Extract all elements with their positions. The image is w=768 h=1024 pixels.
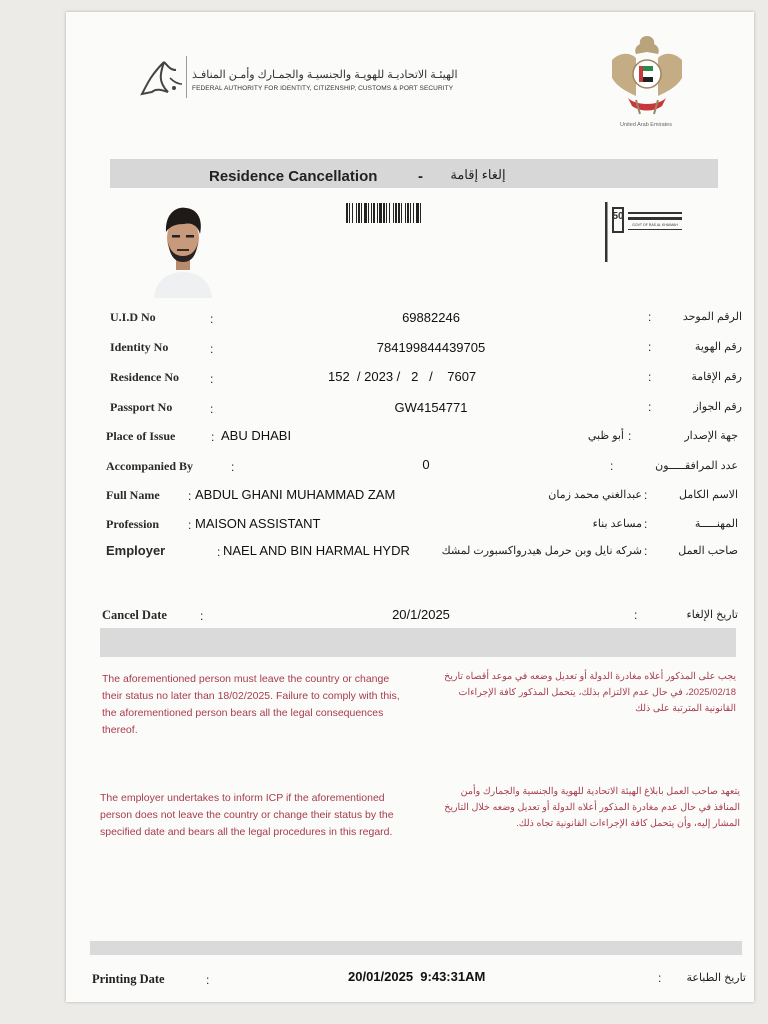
cancel-date-label: Cancel Date <box>102 608 167 622</box>
fullname-colon: : <box>188 489 192 503</box>
barcode-bar <box>416 203 419 223</box>
barcode-bar <box>383 203 385 223</box>
barcode-bar <box>410 203 411 223</box>
accompanied-label-arabic: عدد المرافقـــــون <box>655 460 738 472</box>
residence-label: Residence No <box>110 370 179 384</box>
emblem-caption: United Arab Emirates <box>620 122 672 128</box>
profession-colon: : <box>188 518 192 532</box>
barcode-bar <box>356 203 357 223</box>
fullname-label-arabic: الاسم الكامل <box>679 489 738 501</box>
passport-label: Passport No <box>110 400 173 414</box>
cancel-date-colon-ar: : <box>634 608 638 622</box>
residence-colon-ar: : <box>648 370 652 384</box>
barcode-bar <box>377 203 378 223</box>
issue-value-arabic: أبو ظبي <box>587 430 624 442</box>
uid-label-arabic: الرقم الموحد <box>682 311 742 323</box>
employer-value: NAEL AND BIN HARMAL HYDR <box>223 543 410 558</box>
barcode-bar <box>346 203 348 223</box>
fullname-value: ABDUL GHANI MUHAMMAD ZAM <box>195 487 396 502</box>
uid-colon: : <box>210 312 214 326</box>
passport-label-arabic: رقم الجواز <box>693 401 742 413</box>
profession-colon-ar: : <box>644 517 648 531</box>
stamp-text: GOVT OF RAS AL KHAIMAH <box>632 223 678 227</box>
barcode-bar <box>393 203 394 223</box>
uid-colon-ar: : <box>648 310 652 324</box>
stamp-box <box>604 200 704 264</box>
passport-value: GW4154771 <box>394 400 468 415</box>
printing-date-label-arabic: تاريخ الطباعة <box>686 972 746 984</box>
identity-value: 784199844439705 <box>376 340 486 355</box>
employer-value-arabic: شركه نايل وبن حرمل هيدرواكسبورت لمشك <box>441 545 642 557</box>
notice-employer-english: The employer undertakes to inform ICP if the aforementioned person does not leave the country or change their status by the specified date and bears all the legal procedures in this regard. <box>100 792 394 838</box>
footer-bar <box>90 941 742 955</box>
barcode-bar <box>349 203 350 223</box>
issue-value: ABU DHABI <box>221 428 292 443</box>
notice-leave-arabic: يجب على المذكور أعلاه مغادرة الدولة أو تعديل وضعه في موعد أقصاه تاريخ 2025/02/18، في حال عدم الالتزام بذلك، يتحمل المذكور كافة الإجراءات القانونية المترتبة على ذلك <box>444 671 736 714</box>
barcode-bar <box>413 203 414 223</box>
issue-label: Place of Issue <box>106 429 176 443</box>
residence-colon: : <box>210 372 214 386</box>
profession-label-arabic: المهنـــــة <box>694 518 738 530</box>
barcode-bar <box>395 203 397 223</box>
title-separator: - <box>418 168 423 185</box>
employer-label-arabic: صاحب العمل <box>678 545 738 557</box>
accompanied-colon-ar: : <box>610 459 614 473</box>
document-title: Residence Cancellation <box>209 168 378 185</box>
barcode-bar <box>352 203 353 223</box>
barcode-bar <box>398 203 400 223</box>
barcode-bar <box>401 203 402 223</box>
identity-colon: : <box>210 342 214 356</box>
barcode-bar <box>371 203 372 223</box>
employer-label: Employer <box>106 543 166 558</box>
fullname-colon-ar: : <box>644 488 648 502</box>
document-page <box>66 12 754 1002</box>
barcode-bar <box>364 203 367 223</box>
notice-leave-english: The aforementioned person must leave the country or change their status no later than 18/02/2025. Failure to comply with this, the aforementioned person bears all the legal consequences thereof. <box>102 673 400 736</box>
title-bar <box>110 159 718 188</box>
printing-date-colon-ar: : <box>658 971 662 985</box>
cancel-date-value: 20/1/2025 <box>392 607 450 622</box>
barcode-bar <box>379 203 382 223</box>
cancel-date-colon: : <box>200 609 204 623</box>
falcon-logo-icon <box>134 52 186 104</box>
employer-colon: : <box>217 545 221 559</box>
printing-date-value: 20/01/2025 9:43:31AM <box>348 969 486 984</box>
cancel-date-label-arabic: تاريخ الإلغاء <box>686 609 738 621</box>
barcode-bar <box>386 203 387 223</box>
document-title-arabic: إلغاء إقامة <box>450 167 506 182</box>
notice-employer-arabic: يتعهد صاحب العمل بابلاغ الهيئة الاتحادية للهوية والجنسية والجمارك وأمن المنافذ في حال عدم مغادرة المذكور أعلاه الدولة أو تعديل وضعه خلال التاريخ المشار إليه، وأن يتحمل كافة الإجراءات القانونية تجاه ذلك. <box>444 786 740 829</box>
profession-value: MAISON ASSISTANT <box>195 516 321 531</box>
authority-name-english: FEDERAL AUTHORITY FOR IDENTITY, CITIZENSHIP, CUSTOMS & PORT SECURITY <box>192 85 454 92</box>
fullname-value-arabic: عبدالغني محمد زمان <box>548 489 642 501</box>
issue-colon-ar: : <box>628 429 632 443</box>
barcode-bar <box>389 203 390 223</box>
barcode-bar <box>420 203 421 223</box>
passport-colon: : <box>210 402 214 416</box>
holder-photo <box>148 198 218 298</box>
barcode-bar <box>368 203 369 223</box>
identity-label-arabic: رقم الهوية <box>694 341 742 353</box>
residence-label-arabic: رقم الإقامة <box>691 371 742 383</box>
fullname-label: Full Name <box>106 488 160 502</box>
identity-label: Identity No <box>110 340 169 354</box>
barcode-bar <box>358 203 360 223</box>
barcode-bar <box>407 203 409 223</box>
profession-value-arabic: مساعد بناء <box>592 518 642 530</box>
accompanied-label: Accompanied By <box>106 459 193 473</box>
accompanied-value: 0 <box>422 457 430 472</box>
stamp-number: 50 <box>612 211 624 222</box>
employer-colon-ar: : <box>644 544 648 558</box>
issue-colon: : <box>211 430 215 444</box>
accompanied-colon: : <box>231 460 235 474</box>
uid-label: U.I.D No <box>110 310 156 324</box>
authority-name-arabic: الهيئـة الاتحاديـة للهويـة والجنسيـة والجمـارك وأمـن المنافـذ <box>192 69 458 81</box>
printing-date-colon: : <box>206 973 210 987</box>
uae-emblem-icon <box>606 30 688 120</box>
residence-value: 152 / 2023 / 2 / 7607 <box>328 369 477 384</box>
printing-date-label: Printing Date <box>92 972 165 986</box>
barcode-bar <box>373 203 375 223</box>
header-divider <box>186 56 187 98</box>
separator-bar <box>100 628 736 657</box>
barcode <box>346 203 488 223</box>
barcode-bar <box>405 203 406 223</box>
uid-value: 69882246 <box>402 310 460 325</box>
barcode-bar <box>361 203 362 223</box>
passport-colon-ar: : <box>648 400 652 414</box>
issue-label-arabic: جهة الإصدار <box>684 430 738 442</box>
identity-colon-ar: : <box>648 340 652 354</box>
profession-label: Profession <box>106 517 160 531</box>
